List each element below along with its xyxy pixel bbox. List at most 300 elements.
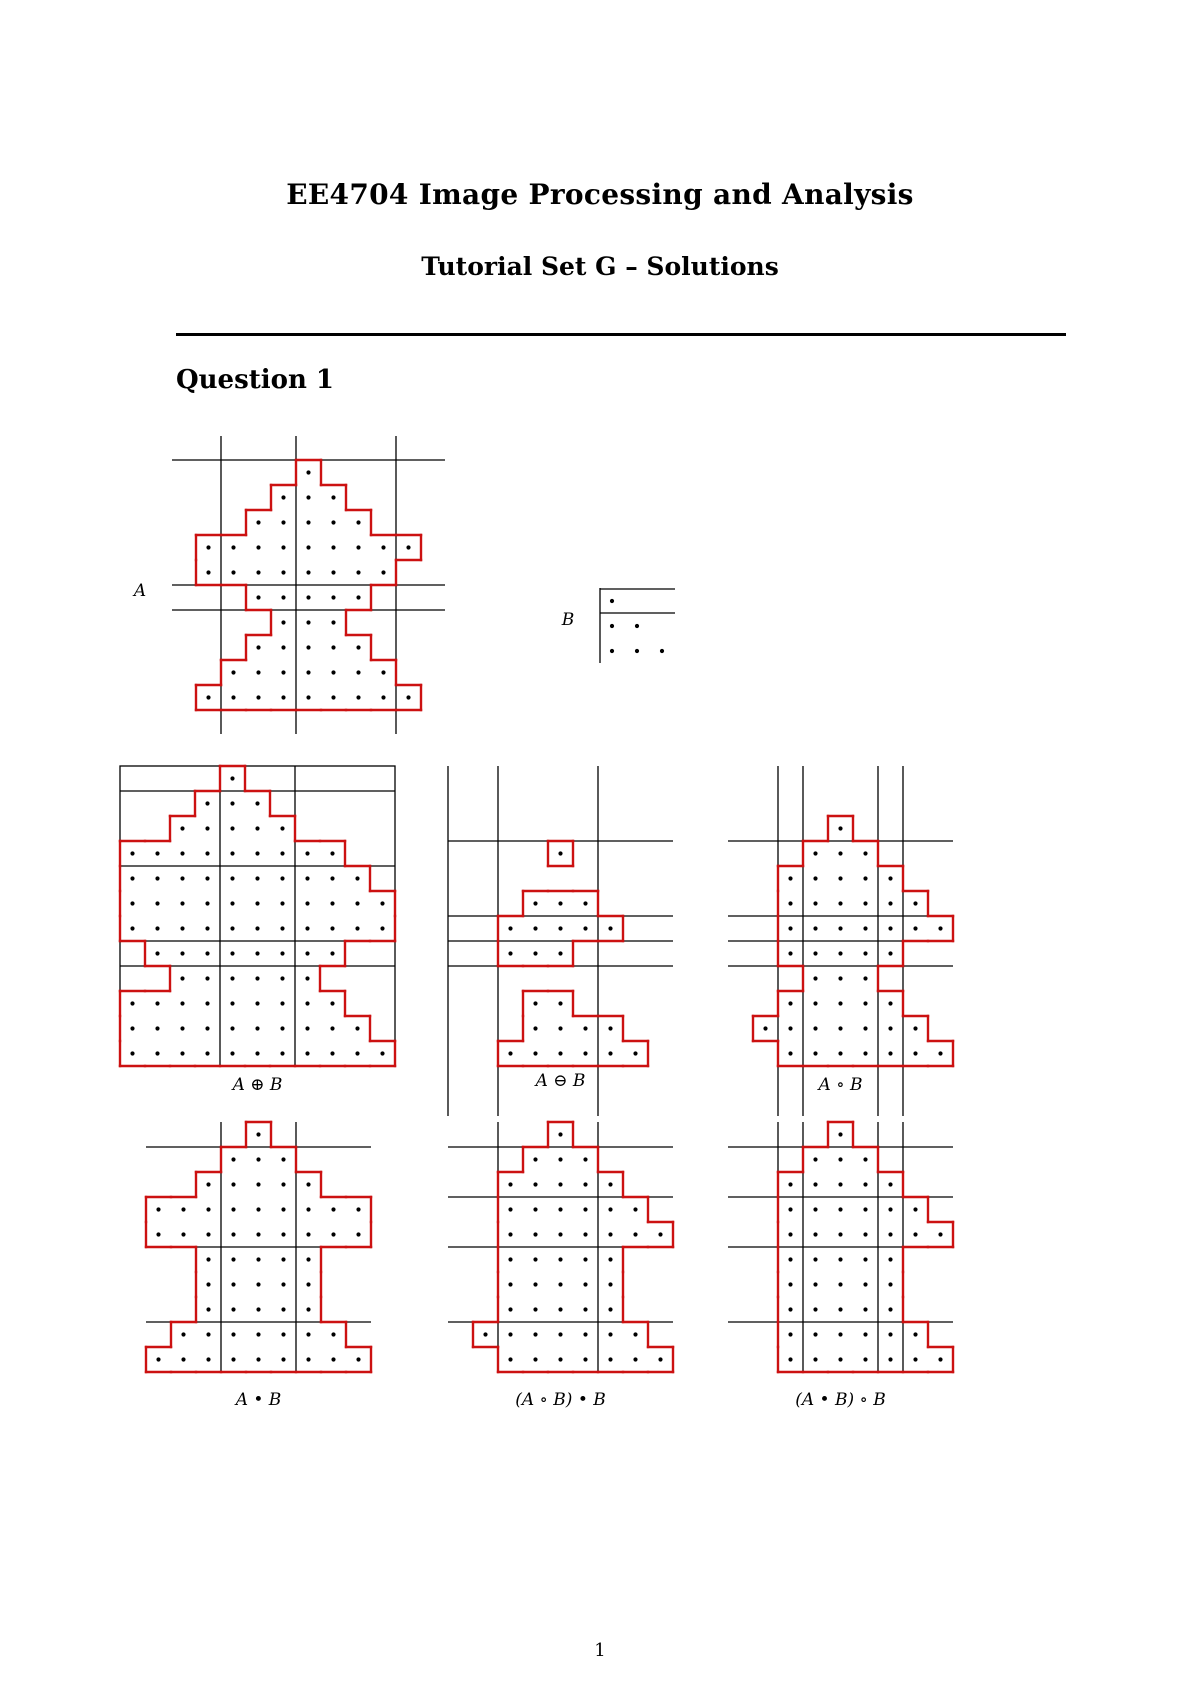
pixel-dot [633, 1207, 637, 1211]
pixel-dot [230, 1051, 234, 1055]
pixel-dot [888, 1001, 892, 1005]
pixel-dot [181, 1357, 185, 1361]
pixel-dot [533, 1282, 537, 1286]
pixel-dot [838, 1051, 842, 1055]
pixel-dot [306, 695, 310, 699]
pixel-dot [838, 1001, 842, 1005]
pixel-dot [838, 901, 842, 905]
pixel-dot [206, 1232, 210, 1236]
pixel-dot [633, 1051, 637, 1055]
pixel-dot [306, 1232, 310, 1236]
pixel-dot [888, 951, 892, 955]
pixel-dot [280, 951, 284, 955]
pixel-dot [913, 926, 917, 930]
pixel-dot [206, 1357, 210, 1361]
pixel-dot [255, 826, 259, 830]
pixel-dot [130, 1051, 134, 1055]
pixel-dot [863, 1357, 867, 1361]
pixel-dot [205, 801, 209, 805]
pixel-dot [230, 851, 234, 855]
pixel-dot [230, 901, 234, 905]
pixel-dot [230, 826, 234, 830]
pixel-dot [508, 1182, 512, 1186]
pixel-dot [863, 1232, 867, 1236]
pixel-dot [355, 901, 359, 905]
pixel-dot [381, 695, 385, 699]
pixel-dot [331, 1332, 335, 1336]
pixel-dot [281, 695, 285, 699]
pixel-dot [813, 1026, 817, 1030]
set-a-panel [172, 436, 445, 734]
pixel-dot [180, 826, 184, 830]
pixel-dot [330, 901, 334, 905]
pixel-dot [231, 1157, 235, 1161]
pixel-dot [913, 1232, 917, 1236]
pixel-dot [205, 826, 209, 830]
pixel-dot [533, 1257, 537, 1261]
pixel-dot [558, 1232, 562, 1236]
pixel-dot [838, 1207, 842, 1211]
pixel-dot [331, 1357, 335, 1361]
pixel-dot [508, 1282, 512, 1286]
pixel-dot [838, 1026, 842, 1030]
pixel-dot [331, 1232, 335, 1236]
pixel-dot [356, 1207, 360, 1211]
pixel-dot [155, 926, 159, 930]
pixel-dot [281, 620, 285, 624]
pixel-dot [583, 926, 587, 930]
pixel-dot [180, 1051, 184, 1055]
pixel-dot [356, 1357, 360, 1361]
pixel-dot [330, 851, 334, 855]
pixel-dot [230, 1026, 234, 1030]
pixel-dot [205, 976, 209, 980]
pixel-dot [888, 926, 892, 930]
erosion-panel [448, 766, 673, 1116]
closing-caption: A • B [235, 1390, 282, 1410]
pixel-dot [331, 620, 335, 624]
pixel-dot [863, 976, 867, 980]
pixel-dot [330, 951, 334, 955]
pixel-dot [281, 1232, 285, 1236]
pixel-dot [205, 1026, 209, 1030]
pixel-dot [380, 1051, 384, 1055]
pixel-dot [330, 1026, 334, 1030]
erosion-caption: A ⊖ B [535, 1071, 586, 1091]
pixel-dot [331, 595, 335, 599]
pixel-dot [633, 1232, 637, 1236]
pixel-dot [231, 1282, 235, 1286]
pixel-dot [788, 876, 792, 880]
pixel-dot [230, 1001, 234, 1005]
pixel-dot [256, 1357, 260, 1361]
closing-panel [146, 1122, 371, 1372]
pixel-dot [838, 1132, 842, 1136]
pixel-dot [838, 851, 842, 855]
pixel-dot [813, 1332, 817, 1336]
pixel-dot [281, 595, 285, 599]
pixel-dot [281, 670, 285, 674]
pixel-dot [838, 926, 842, 930]
pixel-dot [130, 901, 134, 905]
pixel-dot [608, 1282, 612, 1286]
pixel-dot [813, 1307, 817, 1311]
pixel-dot [256, 545, 260, 549]
pixel-dot [533, 1026, 537, 1030]
pixel-dot [256, 1282, 260, 1286]
pixel-dot [508, 1207, 512, 1211]
pixel-dot [838, 1232, 842, 1236]
pixel-dot [205, 851, 209, 855]
pixel-dot [863, 1182, 867, 1186]
b-pixel-dot [660, 649, 664, 653]
set-a-label: A [133, 581, 147, 601]
pixel-dot [256, 645, 260, 649]
pixel-dot [608, 1257, 612, 1261]
pixel-dot [280, 976, 284, 980]
pixel-dot [608, 1207, 612, 1211]
pixel-dot [863, 1282, 867, 1286]
document-title: EE4704 Image Processing and Analysis [286, 178, 914, 211]
pixel-dot [281, 645, 285, 649]
pixel-dot [863, 901, 867, 905]
pixel-dot [281, 545, 285, 549]
pixel-dot [256, 670, 260, 674]
pixel-dot [380, 901, 384, 905]
pixel-dot [230, 926, 234, 930]
pixel-dot [205, 1001, 209, 1005]
pixel-dot [533, 1157, 537, 1161]
pixel-dot [483, 1332, 487, 1336]
pixel-dot [888, 1182, 892, 1186]
pixel-dot [788, 1207, 792, 1211]
pixel-dot [658, 1357, 662, 1361]
pixel-dot [281, 1257, 285, 1261]
pixel-dot [508, 1257, 512, 1261]
pixel-dot [206, 1307, 210, 1311]
pixel-dot [231, 1257, 235, 1261]
pixel-dot [255, 976, 259, 980]
pixel-dot [633, 1357, 637, 1361]
pixel-dot [305, 1051, 309, 1055]
pixel-dot [305, 926, 309, 930]
pixel-dot [130, 926, 134, 930]
pixel-dot [533, 1232, 537, 1236]
pixel-dot [533, 951, 537, 955]
pixel-dot [381, 545, 385, 549]
pixel-dot [305, 1026, 309, 1030]
pixel-dot [558, 1026, 562, 1030]
pixel-dot [533, 1307, 537, 1311]
pixel-dot [305, 951, 309, 955]
pixel-dot [888, 1051, 892, 1055]
pixel-dot [838, 976, 842, 980]
pixel-dot [256, 595, 260, 599]
pixel-dot [788, 1232, 792, 1236]
pixel-dot [355, 1051, 359, 1055]
pixel-dot [788, 1332, 792, 1336]
pixel-dot [256, 1257, 260, 1261]
pixel-dot [231, 570, 235, 574]
pixel-dot [306, 470, 310, 474]
pixel-dot [838, 951, 842, 955]
pixel-dot [863, 1001, 867, 1005]
pixel-dot [863, 1307, 867, 1311]
pixel-dot [863, 851, 867, 855]
pixel-dot [838, 1257, 842, 1261]
pixel-dot [130, 851, 134, 855]
pixel-dot [306, 1282, 310, 1286]
pixel-dot [838, 1357, 842, 1361]
pixel-dot [583, 1182, 587, 1186]
pixel-dot [838, 1157, 842, 1161]
pixel-dot [155, 851, 159, 855]
pixel-dot [281, 1207, 285, 1211]
pixel-dot [280, 926, 284, 930]
pixel-dot [583, 1232, 587, 1236]
pixel-dot [863, 1051, 867, 1055]
pixel-dot [533, 1332, 537, 1336]
pixel-dot [938, 926, 942, 930]
pixel-dot [533, 1001, 537, 1005]
pixel-dot [231, 1232, 235, 1236]
opening-caption: A ∘ B [818, 1075, 863, 1095]
dilation-caption: A ⊕ B [232, 1075, 283, 1095]
pixel-dot [813, 926, 817, 930]
pixel-dot [356, 595, 360, 599]
question-heading: Question 1 [176, 365, 335, 395]
pixel-dot [181, 1207, 185, 1211]
pixel-dot [913, 1207, 917, 1211]
pixel-dot [255, 951, 259, 955]
pixel-dot [938, 1051, 942, 1055]
pixel-dot [306, 1307, 310, 1311]
pixel-dot [533, 901, 537, 905]
pixel-dot [608, 1026, 612, 1030]
pixel-dot [180, 976, 184, 980]
pixel-dot [355, 876, 359, 880]
pixel-dot [558, 1207, 562, 1211]
pixel-dot [533, 1182, 537, 1186]
pixel-dot [558, 1051, 562, 1055]
pixel-dot [583, 1257, 587, 1261]
pixel-dot [256, 1157, 260, 1161]
pixel-dot [863, 951, 867, 955]
pixel-dot [863, 1207, 867, 1211]
pixel-dot [230, 951, 234, 955]
pixel-dot [583, 1332, 587, 1336]
pixel-dot [280, 876, 284, 880]
pixel-dot [281, 520, 285, 524]
pixel-dot [888, 1332, 892, 1336]
pixel-dot [231, 1357, 235, 1361]
pixel-dot [181, 1332, 185, 1336]
pixel-dot [206, 1182, 210, 1186]
pixel-dot [331, 495, 335, 499]
pixel-dot [788, 1357, 792, 1361]
pixel-dot [863, 1332, 867, 1336]
pixel-dot [306, 645, 310, 649]
pixel-dot [281, 1157, 285, 1161]
pixel-dot [331, 570, 335, 574]
pixel-dot [306, 520, 310, 524]
pixel-dot [888, 1257, 892, 1261]
pixel-dot [180, 876, 184, 880]
pixel-dot [558, 1307, 562, 1311]
b-pixel-dot [610, 599, 614, 603]
pixel-dot [256, 695, 260, 699]
pixel-dot [280, 901, 284, 905]
pixel-dot [888, 1207, 892, 1211]
pixel-dot [558, 1282, 562, 1286]
pixel-dot [813, 1257, 817, 1261]
pixel-dot [608, 1051, 612, 1055]
pixel-dot [305, 876, 309, 880]
pixel-dot [813, 1207, 817, 1211]
pixel-dot [280, 826, 284, 830]
pixel-dot [533, 1207, 537, 1211]
dilation-panel [120, 766, 395, 1066]
pixel-dot [256, 570, 260, 574]
pixel-dot [305, 901, 309, 905]
pixel-dot [281, 1307, 285, 1311]
pixel-dot [206, 695, 210, 699]
pixel-dot [330, 876, 334, 880]
pixel-dot [156, 1357, 160, 1361]
pixel-dot [863, 876, 867, 880]
pixel-dot [280, 1001, 284, 1005]
pixel-dot [558, 1257, 562, 1261]
pixel-dot [255, 901, 259, 905]
pixel-dot [306, 1182, 310, 1186]
pixel-dot [230, 876, 234, 880]
pixel-dot [230, 776, 234, 780]
pixel-dot [863, 1026, 867, 1030]
pixel-dot [508, 1307, 512, 1311]
pixel-dot [356, 545, 360, 549]
pixel-dot [255, 851, 259, 855]
pixel-dot [508, 1051, 512, 1055]
pixel-dot [913, 901, 917, 905]
pixel-dot [256, 1132, 260, 1136]
pixel-dot [583, 1026, 587, 1030]
pixel-dot [838, 1282, 842, 1286]
pixel-dot [206, 1332, 210, 1336]
b-pixel-dot [610, 649, 614, 653]
pixel-dot [558, 901, 562, 905]
page-number: 1 [594, 1640, 606, 1661]
pixel-dot [281, 1282, 285, 1286]
pixel-dot [888, 1232, 892, 1236]
pixel-dot [558, 1357, 562, 1361]
pixel-dot [583, 1207, 587, 1211]
pixel-dot [231, 695, 235, 699]
pixel-dot [558, 1182, 562, 1186]
pixel-dot [608, 1182, 612, 1186]
pixel-dot [281, 570, 285, 574]
pixel-dot [558, 1001, 562, 1005]
pixel-dot [256, 1307, 260, 1311]
pixel-dot [306, 1257, 310, 1261]
pixel-dot [788, 1282, 792, 1286]
pixel-dot [763, 1026, 767, 1030]
pixel-dot [281, 1332, 285, 1336]
b-pixel-dot [635, 624, 639, 628]
pixel-dot [788, 1257, 792, 1261]
pixel-dot [180, 951, 184, 955]
pixel-dot [155, 876, 159, 880]
pixel-dot [406, 695, 410, 699]
b-pixel-dot [610, 624, 614, 628]
close-open-caption: (A • B) ∘ B [795, 1390, 886, 1410]
b-pixel-dot [635, 649, 639, 653]
pixel-dot [255, 926, 259, 930]
pixel-dot [231, 1332, 235, 1336]
pixel-dot [306, 1332, 310, 1336]
pixel-dot [583, 1282, 587, 1286]
pixel-dot [608, 1232, 612, 1236]
pixel-dot [508, 1357, 512, 1361]
pixel-dot [608, 1307, 612, 1311]
pixel-dot [533, 1357, 537, 1361]
pixel-dot [331, 670, 335, 674]
pixel-dot [380, 926, 384, 930]
pixel-dot [331, 1207, 335, 1211]
pixel-dot [583, 1157, 587, 1161]
pixel-dot [181, 1232, 185, 1236]
pixel-dot [331, 545, 335, 549]
pixel-dot [838, 876, 842, 880]
pixel-dot [813, 1157, 817, 1161]
pixel-dot [255, 1026, 259, 1030]
pixel-dot [508, 1332, 512, 1336]
pixel-dot [508, 926, 512, 930]
pixel-dot [558, 1132, 562, 1136]
pixel-dot [813, 1232, 817, 1236]
pixel-dot [305, 1001, 309, 1005]
pixel-dot [558, 1332, 562, 1336]
pixel-dot [888, 1307, 892, 1311]
pixel-dot [888, 1026, 892, 1030]
pixel-dot [913, 1026, 917, 1030]
pixel-dot [231, 1207, 235, 1211]
pixel-dot [155, 951, 159, 955]
pixel-dot [381, 670, 385, 674]
pixel-dot [355, 1026, 359, 1030]
pixel-dot [406, 545, 410, 549]
pixel-dot [633, 1332, 637, 1336]
pixel-dot [356, 695, 360, 699]
pixel-dot [558, 1157, 562, 1161]
pixel-dot [913, 1357, 917, 1361]
pixel-dot [813, 1357, 817, 1361]
pixel-dot [130, 1001, 134, 1005]
pixel-dot [583, 1357, 587, 1361]
pixel-dot [331, 695, 335, 699]
pixel-dot [280, 1051, 284, 1055]
pixel-dot [130, 876, 134, 880]
pixel-dot [330, 1051, 334, 1055]
pixel-dot [888, 901, 892, 905]
pixel-dot [558, 851, 562, 855]
pixel-dot [813, 1051, 817, 1055]
pixel-dot [206, 570, 210, 574]
pixel-dot [813, 1001, 817, 1005]
pixel-dot [558, 926, 562, 930]
pixel-dot [863, 926, 867, 930]
pixel-dot [788, 1001, 792, 1005]
pixel-dot [256, 1182, 260, 1186]
